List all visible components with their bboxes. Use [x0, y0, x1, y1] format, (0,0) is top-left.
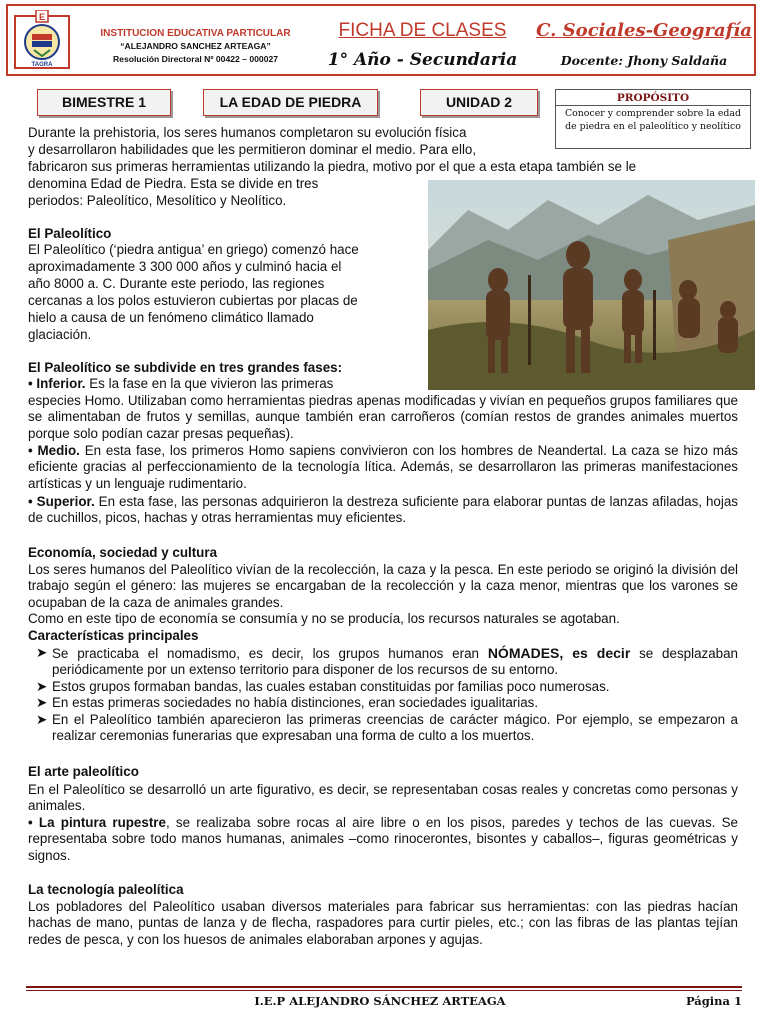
- intro-line-5: periodos: Paleolítico, Mesolítico y Neolítico.: [28, 193, 287, 208]
- paleolitico-line-4: cercanas a los polos estuvieron cubiertas por placas de: [28, 293, 358, 308]
- caracteristicas-list: [36, 645, 738, 744]
- list-item-text: Se practicaba el nomadismo, es decir, los grupos humanos eran: [52, 646, 488, 661]
- course-title: C. Sociales-Geografía: [536, 20, 752, 41]
- intro-line-2: y desarrollaron habilidades que les permitieron dominar el medio. Para ello,: [28, 142, 477, 157]
- fase-inferior-line-1: [28, 376, 333, 392]
- intro-line-4: denomina Edad de Piedra. Esta se divide en tres: [28, 176, 319, 191]
- list-item-text: Estos grupos formaban bandas, las cuales estaban constituidas por familias poco numerosas.: [52, 678, 610, 694]
- economia-paragraph-2: Como en este tipo de economía se consumía y no se producía, los recursos naturales se agotaban.: [28, 611, 620, 626]
- paleolitico-line-3: año 8000 a. C. Durante este periodo, las regiones: [28, 276, 325, 291]
- topic-label: LA EDAD DE PIEDRA: [203, 89, 378, 116]
- fase-inferior-text-1: Es la fase en la que vivieron las primeras: [85, 376, 334, 391]
- school-logo: [14, 10, 70, 70]
- intro-line-3: fabricaron sus primeras herramientas utilizando la piedra, motivo por el que a esta etapa también se le: [28, 159, 637, 174]
- tecnologia-paragraph: Los pobladores del Paleolítico usaban diversos materiales para fabricar sus herramientas: con las piedras hacían hachas de mano, puntas de lanza y de flecha, raspadores para curtir pieles, etc.; con las fibras de las plantas tejían redes de pesca, y con los huesos de animales elaboraban arpones y agujas.: [28, 899, 738, 947]
- proposito-text: Conocer y comprender sobre la edad de piedra en el paleolítico y neolítico: [564, 108, 742, 132]
- caracteristicas-heading: Características principales: [28, 628, 199, 643]
- list-item: [36, 695, 738, 711]
- arte-paragraph-2: [28, 815, 738, 864]
- pintura-rupestre-label: • La pintura rupestre: [28, 815, 166, 830]
- fase-superior: [28, 494, 738, 527]
- institution-name: INSTITUCION EDUCATIVA PARTICULAR: [100, 28, 291, 39]
- footer-divider: [26, 986, 742, 988]
- arrow-bullet-icon: ➤: [36, 678, 48, 694]
- ficha-title: FICHA DE CLASES: [338, 20, 507, 41]
- list-item-text: se desplazaban periódicamente por un extenso territorio para disponer de los recursos de su entorno.: [52, 646, 739, 678]
- school-name: “ALEJANDRO SANCHEZ ARTEAGA”: [120, 41, 271, 51]
- resolution: Resolución Directoral Nº 00422 – 000027: [112, 54, 279, 64]
- fase-medio-text: En esta fase, los primeros Homo sapiens convivieron con los hombres de Neandertal. La caza se hizo más eficiente gracias al perfeccionamiento de la tecnología lítica. Además, se desarrollaron las primeras manifestaciones artísticas y un lenguaje rudimentario.: [28, 443, 739, 491]
- bimestre-label: BIMESTRE 1: [37, 89, 171, 116]
- arrow-bullet-icon: ➤: [36, 695, 48, 711]
- list-item-text: En el Paleolítico también aparecieron las primeras creencias de carácter mágico. Por ejemplo, se empezaron a realizar ceremonias funerarias que expresaban una forma de culto a los muertos.: [52, 711, 738, 744]
- fase-medio: [28, 443, 738, 492]
- fase-superior-text: En esta fase, las personas adquirieron la destreza suficiente para elaborar puntas de lanzas afiladas, hojas de cuchillos, picos, hachas y otras herramientas muy eficientes.: [28, 494, 738, 526]
- fases-heading: El Paleolítico se subdivide en tres grandes fases:: [28, 360, 343, 375]
- list-item: [36, 679, 738, 695]
- list-item: [36, 645, 738, 679]
- arte-heading: El arte paleolítico: [28, 764, 139, 779]
- list-item-text: En estas primeras sociedades no había distinciones, eran sociedades igualitarias.: [52, 695, 539, 711]
- proposito-title: PROPÓSITO: [616, 92, 690, 104]
- footer-school: I.E.P ALEJANDRO SÁNCHEZ ARTEAGA: [254, 994, 506, 1008]
- fase-medio-label: • Medio.: [28, 443, 80, 458]
- list-item-emphasis: NÓMADES, es decir: [487, 645, 631, 661]
- paleolitico-line-5: hielo a causa de un fenómeno climático llamado: [28, 310, 314, 325]
- paleolitico-line-6: glaciación.: [28, 327, 92, 342]
- arte-paragraph-1: En el Paleolítico se desarrolló un arte figurativo, es decir, se representaban cosas reales y concretas como personas y animales.: [28, 782, 738, 814]
- grade-title: 1° Año - Secundaria: [327, 50, 518, 70]
- arrow-bullet-icon: ➤: [36, 711, 48, 727]
- page-number: Página 1: [685, 994, 742, 1008]
- teacher-name: Docente: Jhony Saldaña: [560, 53, 728, 68]
- logo-letter: E: [38, 12, 46, 22]
- proposito-divider: [556, 105, 750, 106]
- footer-divider-thin: [26, 990, 742, 991]
- unidad-label: UNIDAD 2: [420, 89, 538, 116]
- fase-superior-label: • Superior.: [28, 494, 95, 509]
- list-item: [36, 712, 738, 745]
- fase-inferior-label: • Inferior.: [28, 376, 86, 391]
- paleolitico-line-2: aproximadamente 3 300 000 años y culminó hacia el: [28, 259, 342, 274]
- pintura-rupestre-text: , se realizaba sobre rocas al aire libre o en los pisos, paredes y techos de las cuevas. Se representaba sobre todo manos humanas, animales –como rinocerontes, bisontes y caballos–, figuras geométricas y signos.: [28, 815, 739, 863]
- paleolitico-line-1: El Paleolítico (‘piedra antigua’ en griego) comenzó hace: [28, 242, 359, 257]
- stone-age-illustration: [428, 180, 755, 390]
- tecnologia-heading: La tecnología paleolítica: [28, 882, 184, 897]
- intro-line-1: Durante la prehistoria, los seres humanos completaron su evolución física: [28, 125, 467, 140]
- fase-inferior-text: especies Homo. Utilizaban como herramientas piedras apenas modificadas y vivían en pequeños grupos familiares que se alimentaban de frutos y semillas, aunque también eran carroñeros (comían restos de grandes animales muertos porque solo podían cazar presas pequeñas).: [28, 393, 738, 441]
- arrow-bullet-icon: ➤: [36, 645, 48, 660]
- economia-paragraph-1: Los seres humanos del Paleolítico vivían de la recolección, la caza y la pesca. En este periodo se originó la división del trabajo según el género: las mujeres se encargaban de la recolección y la caza menor, mientras que los varones se ocupaban de la caza de animales grandes.: [28, 562, 738, 610]
- paleolitico-heading: El Paleolítico: [28, 226, 112, 241]
- economia-heading: Economía, sociedad y cultura: [28, 545, 218, 560]
- logo-text: TAGRA: [31, 62, 53, 68]
